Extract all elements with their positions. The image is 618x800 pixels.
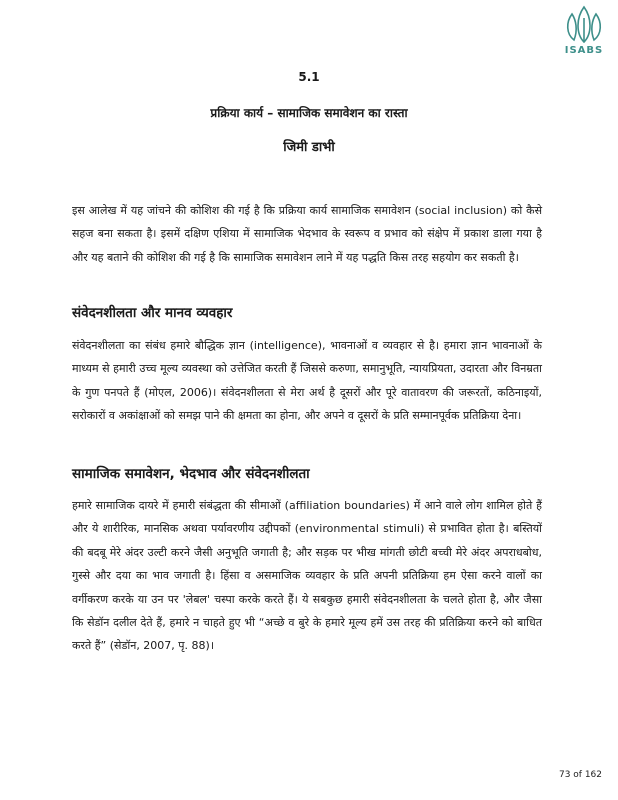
paragraph-intro: इस आलेख में यह जांचने की कोशिश की गई है कि प्रक्रिया कार्य सामाजिक समावेशन (social inclusion) को कैसे सहज बना सकता है। इसमें दक्षिण एशिया में सामाजिक भेदभाव के स्वरूप व प्रभाव को संक्षेप में प्रकाश डाला गया है और यह बताने की कोशिश की गई है कि सामाजिक समावेशन लाने में यह पद्धति किस तरह सहयोग कर सकती है। bbox=[72, 204, 542, 264]
page-number: 73 of 162 bbox=[558, 770, 602, 780]
document-title: प्रक्रिया कार्य – सामाजिक समावेशन का रास्ता bbox=[210, 106, 408, 120]
section-number: 5.1 bbox=[298, 70, 320, 84]
section-heading-sensitivity: संवेदनशीलता और मानव व्यवहार bbox=[72, 305, 233, 321]
document-author: जिमी डाभी bbox=[283, 140, 335, 155]
logo-text: ISABS bbox=[564, 45, 604, 56]
section-heading-social-inclusion: सामाजिक समावेशन, भेदभाव और संवेदनशीलता bbox=[72, 466, 310, 482]
isabs-logo bbox=[558, 4, 610, 60]
isabs-leaf-logo-icon bbox=[558, 4, 610, 44]
paragraph-social-inclusion: हमारे सामाजिक दायरे में हमारी संबंद्धता की सीमाओं (affiliation boundaries) में आने वाले लोग शामिल होते हैं और ये शारीरिक, मानसिक अथवा पर्यावरणीय उद्दीपकों (environmental stimuli) से प्रभावित होता है। बस्तियों की बदबू मेरे अंदर उल्टी करने जैसी अनुभूति जगाती है; और सड़क पर भीख मांगती छोटी बच्ची मेरे अंदर अपराधबोध, गुस्से और दया का भाव जगाती है। हिंसा व असमाजिक व्यवहार के प्रति अपनी प्रतिक्रिया हम ऐसा करने वालों का वर्गीकरण करके या उन पर 'लेबल' चस्पा करके करते हैं। ये सबकुछ हमारी संवेदनशीलता के चलते होता है, और जैसा कि सेडॉन दलील देते हैं, हमारे न चाहते हुए भी “अच्छे व बुरे के हमारे मूल्य हमें उस तरह की प्रतिक्रिया करने को बाधित करते हैं” (सेडॉन, 2007, पृ. 88)। bbox=[72, 499, 542, 653]
paragraph-sensitivity: संवेदनशीलता का संबंध हमारे बौद्धिक ज्ञान (intelligence), भावनाओं व व्यवहार से है। हमारा ज्ञान भावनाओं के माध्यम से हमारी उच्च मूल्य व्यवस्था को उत्तेजित करती हैं जिससे करुणा, समानुभूति, न्यायप्रियता, उदारता और विनम्रता के गुण पनपते हैं (मोएल, 2006)। संवेदनशीलता से मेरा अर्थ है दूसरों और पूरे वातावरण की जरूरतों, कठिनाइयों, सरोकारों व अकांक्षाओं को समझ पाने की क्षमता का होना, और अपने व दूसरों के प्रति सम्मानपूर्वक प्रतिक्रिया देना। bbox=[72, 339, 542, 423]
